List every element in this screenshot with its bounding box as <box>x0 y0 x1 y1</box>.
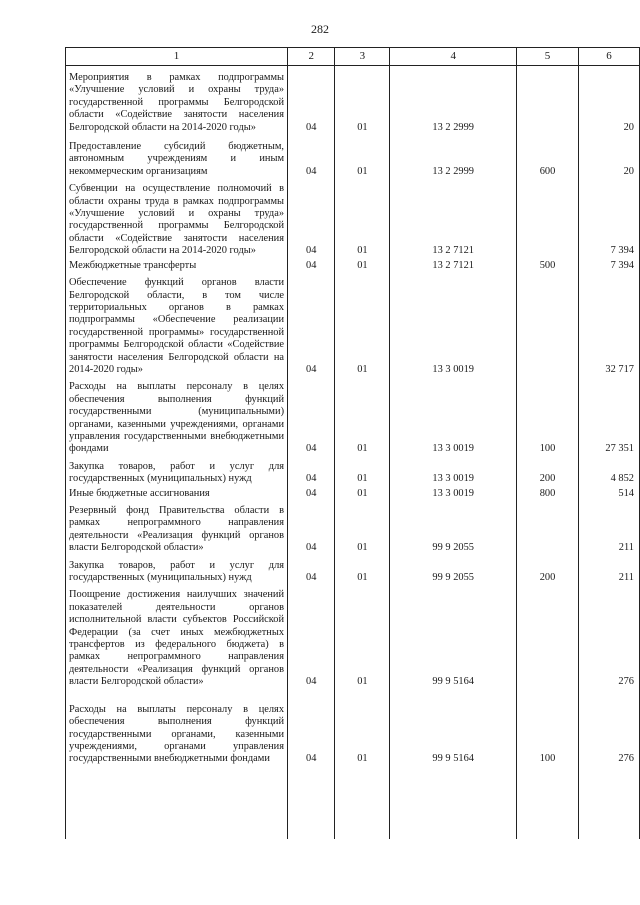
row-cell-c5: 100 <box>517 690 579 767</box>
row-cell-c5: 200 <box>517 457 579 487</box>
row-cell-c6: 211 <box>578 556 639 586</box>
row-cell-c6: 7 394 <box>578 179 639 258</box>
row-cell-c2: 04 <box>288 66 335 136</box>
row-cell-c2: 04 <box>288 690 335 767</box>
row-cell-c3: 01 <box>335 179 390 258</box>
row-cell-c5 <box>517 273 579 377</box>
row-cell-c6: 276 <box>578 585 639 689</box>
row-cell-c2: 04 <box>288 487 335 501</box>
row-cell-c5 <box>517 66 579 136</box>
row-description: Закупка товаров, работ и услуг для государственных (муниципальных) нужд <box>66 457 288 487</box>
row-cell-c3: 01 <box>335 501 390 556</box>
row-cell-c5: 500 <box>517 259 579 273</box>
table-row <box>66 457 640 487</box>
row-cell-c6: 211 <box>578 501 639 556</box>
row-description: Обеспечение функций органов власти Белгородской области, в том числе территориальных органов в рамках подпрограммы «Обеспечение реализации государственной программы» государственной программы Белгородской области «Содействие занятости населения Белгородской области на 2014-2020 годы» <box>66 273 288 377</box>
header-col-4: 4 <box>390 48 517 66</box>
row-cell-c4: 99 9 5164 <box>390 690 517 767</box>
row-cell-c2: 04 <box>288 259 335 273</box>
row-cell-c6: 20 <box>578 66 639 136</box>
empty-cell <box>578 767 639 839</box>
table-row <box>66 377 640 456</box>
table-row <box>66 487 640 501</box>
row-cell-c4: 13 2 7121 <box>390 179 517 258</box>
row-cell-c2: 04 <box>288 501 335 556</box>
row-cell-c5: 200 <box>517 556 579 586</box>
table-row <box>66 179 640 258</box>
row-cell-c5: 600 <box>517 135 579 179</box>
row-cell-c5 <box>517 179 579 258</box>
row-cell-c6: 276 <box>578 690 639 767</box>
row-description: Закупка товаров, работ и услуг для государственных (муниципальных) нужд <box>66 556 288 586</box>
row-cell-c2: 04 <box>288 273 335 377</box>
header-col-1: 1 <box>66 48 288 66</box>
row-cell-c6: 7 394 <box>578 259 639 273</box>
row-cell-c4: 13 3 0019 <box>390 457 517 487</box>
row-cell-c4: 99 9 2055 <box>390 501 517 556</box>
empty-cell <box>66 767 288 839</box>
row-description: Мероприятия в рамках подпрограммы «Улучшение условий и охраны труда» государственной программы Белгородской области «Содействие занятости населения Белгородской области на 2014-2020 годы» <box>66 66 288 136</box>
table-row <box>66 501 640 556</box>
row-cell-c4: 13 2 7121 <box>390 259 517 273</box>
row-description: Поощрение достижения наилучших значений показателей деятельности органов исполнительной власти субъектов Российской Федерации (за счет иных межбюджетных трансфертов из федерального бюджета) в рамках непрограммного направления деятельности «Реализация функций органов власти Белгородской области» <box>66 585 288 689</box>
row-cell-c3: 01 <box>335 273 390 377</box>
row-cell-c3: 01 <box>335 457 390 487</box>
row-cell-c3: 01 <box>335 556 390 586</box>
header-col-5: 5 <box>517 48 579 66</box>
page-number: 282 <box>311 22 329 36</box>
row-description: Предоставление субсидий бюджетным, автономным учреждениям и иным некоммерческим организациям <box>66 135 288 179</box>
header-col-6: 6 <box>578 48 639 66</box>
row-cell-c2: 04 <box>288 556 335 586</box>
budget-table <box>65 47 640 839</box>
row-cell-c4: 99 9 2055 <box>390 556 517 586</box>
row-cell-c3: 01 <box>335 377 390 456</box>
row-cell-c5: 100 <box>517 377 579 456</box>
row-description: Расходы на выплаты персоналу в целях обеспечения выполнения функций государственными органами, казенными учреждениями, органами управления государственными внебюджетными фондами <box>66 690 288 767</box>
header-col-3: 3 <box>335 48 390 66</box>
row-cell-c2: 04 <box>288 135 335 179</box>
table-row <box>66 585 640 689</box>
row-cell-c4: 99 9 5164 <box>390 585 517 689</box>
row-cell-c4: 13 2 2999 <box>390 135 517 179</box>
table-row <box>66 135 640 179</box>
row-cell-c3: 01 <box>335 135 390 179</box>
table-row <box>66 556 640 586</box>
row-cell-c5 <box>517 585 579 689</box>
empty-cell <box>288 767 335 839</box>
header-col-2: 2 <box>288 48 335 66</box>
row-cell-c6: 27 351 <box>578 377 639 456</box>
row-cell-c3: 01 <box>335 66 390 136</box>
table-filler-row <box>66 767 640 839</box>
row-cell-c5 <box>517 501 579 556</box>
table-row <box>66 259 640 273</box>
row-cell-c6: 20 <box>578 135 639 179</box>
row-cell-c3: 01 <box>335 487 390 501</box>
row-cell-c6: 32 717 <box>578 273 639 377</box>
empty-cell <box>335 767 390 839</box>
row-cell-c4: 13 3 0019 <box>390 487 517 501</box>
row-cell-c6: 4 852 <box>578 457 639 487</box>
row-cell-c4: 13 3 0019 <box>390 273 517 377</box>
row-description: Иные бюджетные ассигнования <box>66 487 288 501</box>
table-row <box>66 66 640 136</box>
row-cell-c4: 13 2 2999 <box>390 66 517 136</box>
row-cell-c3: 01 <box>335 690 390 767</box>
empty-cell <box>517 767 579 839</box>
row-cell-c3: 01 <box>335 259 390 273</box>
row-description: Межбюджетные трансферты <box>66 259 288 273</box>
row-description: Резервный фонд Правительства области в рамках непрограммного направления деятельности «Реализация функций органов власти Белгородской области» <box>66 501 288 556</box>
row-cell-c5: 800 <box>517 487 579 501</box>
row-description: Субвенции на осуществление полномочий в области охраны труда в рамках подпрограммы «Улучшение условий и охраны труда» государственной программы Белгородской области «Содействие занятости населения Белгородской области на 2014-2020 годы» <box>66 179 288 258</box>
empty-cell <box>390 767 517 839</box>
row-cell-c3: 01 <box>335 585 390 689</box>
row-description: Расходы на выплаты персоналу в целях обеспечения выполнения функций государственными (муниципальными) органами, казенными учреждениями, органами управления государственными внебюджетными фондами <box>66 377 288 456</box>
row-cell-c6: 514 <box>578 487 639 501</box>
row-cell-c2: 04 <box>288 179 335 258</box>
table-row <box>66 690 640 767</box>
row-cell-c4: 13 3 0019 <box>390 377 517 456</box>
table-row <box>66 273 640 377</box>
row-cell-c2: 04 <box>288 457 335 487</box>
row-cell-c2: 04 <box>288 377 335 456</box>
budget-table-container <box>65 47 640 839</box>
header-row <box>66 48 640 66</box>
row-cell-c2: 04 <box>288 585 335 689</box>
